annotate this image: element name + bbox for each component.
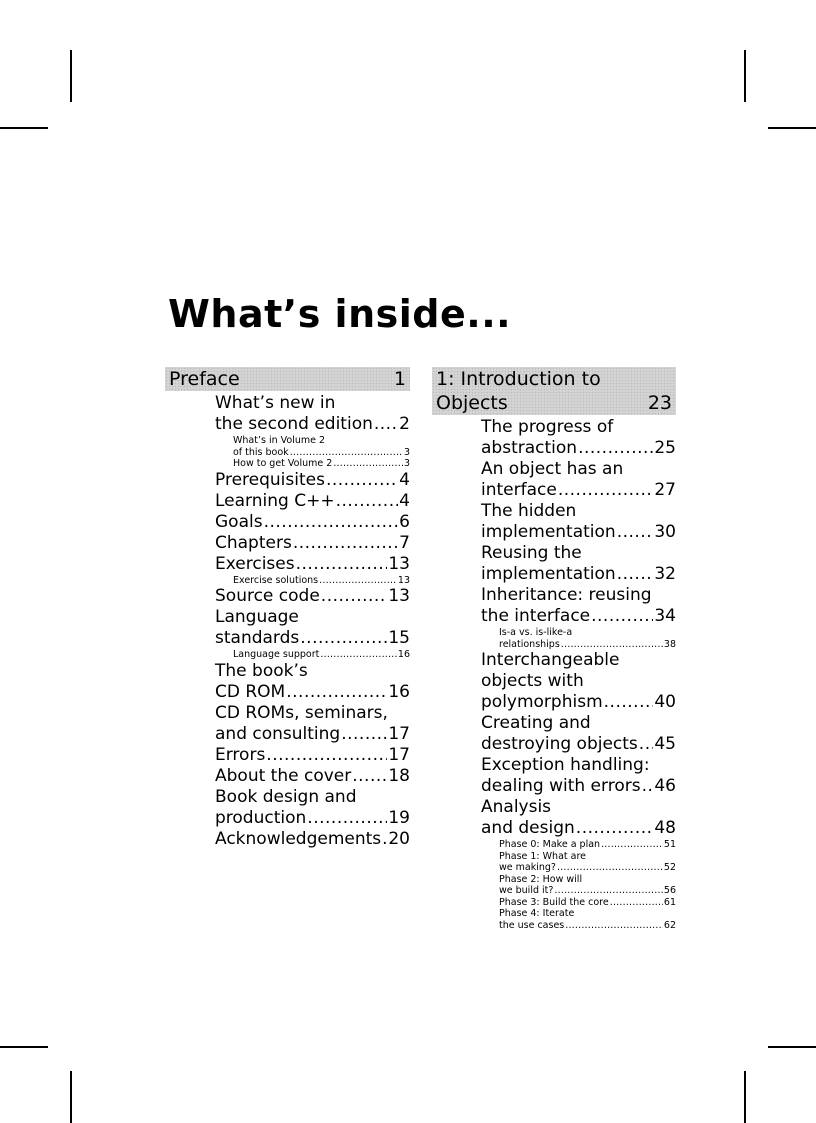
- entry-text-line: Exercise solutions: [233, 574, 319, 586]
- entry-leader-line: [481, 818, 676, 839]
- dot-leader: [604, 692, 654, 713]
- dot-leader: [578, 438, 653, 459]
- crop-mark: [768, 1046, 816, 1048]
- dot-leader: [264, 512, 399, 533]
- toc-entry[interactable]: [215, 787, 410, 829]
- entry-leader-line: [499, 639, 676, 651]
- entry-leader-line: [215, 745, 410, 766]
- dot-leader: [617, 522, 654, 543]
- entry-text-line: production: [215, 807, 307, 828]
- dot-leader: [601, 839, 663, 851]
- toc-subentry[interactable]: [233, 575, 410, 587]
- entry-text-line: Analysis: [481, 797, 552, 817]
- toc-subentry[interactable]: [499, 851, 676, 874]
- entry-leader-line: [215, 533, 410, 554]
- toc-entry[interactable]: [215, 607, 410, 649]
- entry-text-line: Phase 2: How will: [499, 873, 583, 885]
- dot-leader: [374, 414, 398, 435]
- entry-text-line: The book’s: [215, 660, 308, 681]
- toc-subentry[interactable]: [499, 874, 676, 897]
- toc-subentry[interactable]: [233, 435, 410, 458]
- dot-leader: [561, 639, 663, 651]
- entry-text-line: What’s new in: [215, 393, 336, 413]
- entry-text-line: The hidden: [481, 501, 577, 521]
- crop-mark: [744, 50, 746, 102]
- entry-text-line: The progress of: [481, 417, 614, 437]
- page-title: What’s inside...: [168, 292, 512, 336]
- toc-entry[interactable]: [215, 703, 410, 745]
- toc-entry[interactable]: [481, 713, 676, 755]
- entry-page: 56: [663, 885, 676, 896]
- entry-text-line: Acknowledgements: [215, 828, 382, 849]
- toc-entry[interactable]: [215, 512, 410, 533]
- toc-entries: [481, 417, 676, 931]
- entry-text-line: objects with: [481, 671, 584, 691]
- entry-page: 4: [399, 469, 410, 490]
- entry-leader-line: [233, 447, 410, 459]
- entry-text-line: Source code: [215, 586, 320, 606]
- entry-leader-line: [215, 682, 410, 703]
- entry-text-line: interface: [481, 480, 557, 500]
- toc-entry[interactable]: [215, 766, 410, 787]
- entry-text-line: An object has an: [481, 459, 624, 479]
- entry-text-line: dealing with errors: [481, 776, 641, 796]
- toc-entry[interactable]: [481, 585, 676, 627]
- entry-page: 3: [403, 458, 410, 469]
- entry-text-line: About the cover: [215, 765, 352, 786]
- entry-page: 46: [654, 776, 676, 796]
- entry-leader-line: [215, 470, 410, 491]
- toc-column-chapter1: [432, 367, 676, 931]
- entry-leader-line: [215, 808, 410, 829]
- dot-leader: [320, 649, 397, 661]
- dot-leader: [333, 458, 403, 470]
- entry-leader-line: [499, 885, 676, 897]
- entry-text-line: Prerequisites: [215, 469, 325, 490]
- entry-text-line: polymorphism: [481, 692, 603, 712]
- toc-entry[interactable]: [215, 554, 410, 575]
- entry-page: 38: [663, 638, 676, 650]
- entry-leader-line: [233, 575, 410, 587]
- entry-page: 45: [654, 734, 676, 754]
- dot-leader: [642, 776, 654, 797]
- toc-entry[interactable]: [215, 470, 410, 491]
- entry-page: 18: [388, 765, 410, 786]
- entry-page: 27: [654, 480, 676, 500]
- entry-page: 40: [654, 692, 676, 712]
- entry-leader-line: [481, 776, 676, 797]
- entry-text-line: we making?: [499, 862, 556, 873]
- entry-text-line: Exception handling:: [481, 755, 650, 775]
- entry-page: 32: [654, 564, 676, 584]
- dot-leader: [557, 862, 663, 874]
- entry-page: 4: [399, 490, 410, 511]
- section-header-preface[interactable]: [165, 367, 410, 391]
- entry-text-line: Book design and: [215, 786, 357, 807]
- entry-leader-line: [499, 920, 676, 932]
- entry-text-line: implementation: [481, 564, 616, 584]
- dot-leader: [558, 480, 654, 501]
- entry-leader-line: [233, 458, 410, 470]
- entry-page: 13: [388, 586, 410, 606]
- entry-leader-line: [481, 734, 676, 755]
- section-label: Preface: [169, 368, 240, 390]
- dot-leader: [382, 829, 387, 850]
- entry-text-line: Phase 1: What are: [499, 850, 586, 862]
- entry-leader-line: [481, 564, 676, 585]
- toc-entry[interactable]: [215, 491, 410, 512]
- crop-mark: [0, 127, 48, 129]
- toc-entries: [215, 393, 410, 850]
- dot-leader: [591, 606, 653, 627]
- entry-page: 62: [663, 919, 676, 931]
- toc-entry[interactable]: [481, 755, 676, 797]
- entry-text-line: implementation: [481, 522, 616, 542]
- entry-leader-line: [215, 724, 410, 745]
- entry-leader-line: [215, 628, 410, 649]
- entry-leader-line: [215, 414, 410, 435]
- entry-text-line: Creating and: [481, 713, 591, 733]
- toc-entry[interactable]: [481, 501, 676, 543]
- toc-entry[interactable]: [215, 393, 410, 435]
- crop-mark: [70, 50, 72, 102]
- entry-leader-line: [481, 606, 676, 627]
- entry-text-line: Language: [215, 607, 299, 627]
- entry-text-line: Is-a vs. is-like-a: [499, 627, 573, 638]
- crop-mark: [744, 1071, 746, 1123]
- entry-leader-line: [481, 480, 676, 501]
- entry-leader-line: [481, 692, 676, 713]
- entry-text-line: the interface: [481, 606, 591, 626]
- toc-subentry[interactable]: [233, 458, 410, 470]
- toc-entry[interactable]: [481, 543, 676, 585]
- dot-leader: [293, 533, 398, 554]
- entry-page: 13: [388, 553, 410, 574]
- entry-text-line: Goals: [215, 511, 263, 532]
- dot-leader: [352, 766, 387, 787]
- dot-leader: [321, 586, 388, 607]
- dot-leader: [307, 808, 387, 829]
- entry-text-line: abstraction: [481, 438, 578, 458]
- dot-leader: [554, 885, 662, 897]
- crop-mark: [70, 1071, 72, 1123]
- dot-leader: [639, 734, 654, 755]
- section-page: 1: [393, 368, 406, 390]
- entry-page: 15: [388, 628, 410, 648]
- toc-entry[interactable]: [215, 745, 410, 766]
- toc-subentry[interactable]: [233, 649, 410, 661]
- entry-text-line: relationships: [499, 638, 560, 650]
- dot-leader: [319, 575, 397, 587]
- dot-leader: [336, 491, 399, 512]
- entry-leader-line: [215, 491, 410, 512]
- entry-text-line: standards: [215, 628, 300, 648]
- entry-text-line: Interchangeable: [481, 650, 620, 670]
- entry-page: 51: [663, 839, 676, 850]
- dot-leader: [341, 724, 387, 745]
- dot-leader: [617, 564, 654, 585]
- entry-page: 17: [388, 744, 410, 765]
- entry-text-line: Inheritance: reusing: [481, 585, 652, 605]
- entry-page: 2: [399, 414, 410, 434]
- entry-leader-line: [215, 554, 410, 575]
- toc-subentry[interactable]: [499, 839, 676, 851]
- entry-text-line: CD ROM: [215, 681, 286, 702]
- entry-text-line: Language support: [233, 649, 320, 660]
- entry-text-line: What’s in Volume 2: [233, 435, 326, 446]
- section-page: 23: [647, 392, 672, 414]
- toc-entry[interactable]: [481, 797, 676, 839]
- entry-leader-line: [215, 766, 410, 787]
- entry-text-line: and design: [481, 818, 575, 838]
- toc-entry[interactable]: [215, 533, 410, 554]
- section-label-line: Objects: [436, 392, 508, 414]
- entry-leader-line: [499, 897, 676, 909]
- dot-leader: [286, 682, 387, 703]
- toc-entry[interactable]: [215, 586, 410, 607]
- entry-leader-line: [215, 586, 410, 607]
- entry-text-line: Learning C++: [215, 490, 335, 511]
- entry-page: 16: [397, 649, 410, 660]
- crop-mark: [768, 127, 816, 129]
- entry-text-line: Reusing the: [481, 543, 582, 563]
- entry-page: 34: [654, 606, 676, 626]
- entry-leader-line: [481, 438, 676, 459]
- toc-subentry[interactable]: [499, 627, 676, 650]
- entry-page: 17: [388, 723, 410, 744]
- entry-page: 19: [388, 807, 410, 828]
- entry-text-line: destroying objects: [481, 734, 638, 754]
- dot-leader: [290, 447, 403, 459]
- toc-entry[interactable]: [215, 661, 410, 703]
- entry-page: 7: [399, 532, 410, 553]
- entry-text-line: we build it?: [499, 885, 554, 896]
- entry-page: 6: [399, 511, 410, 532]
- dot-leader: [565, 920, 663, 932]
- entry-text-line: Exercises: [215, 553, 295, 574]
- toc-entry[interactable]: [481, 417, 676, 459]
- entry-leader-line: [499, 862, 676, 874]
- entry-text-line: Phase 0: Make a plan: [499, 839, 601, 850]
- section-label-line: 1: Introduction to: [436, 368, 601, 390]
- dot-leader: [610, 897, 663, 909]
- entry-text-line: Errors: [215, 744, 266, 765]
- toc-entry[interactable]: [215, 829, 410, 850]
- entry-page: 25: [654, 438, 676, 458]
- dot-leader: [576, 818, 654, 839]
- toc-column-preface: [165, 367, 410, 850]
- entry-text-line: Chapters: [215, 532, 292, 553]
- entry-leader-line: [215, 512, 410, 533]
- entry-text-line: How to get Volume 2: [233, 458, 333, 469]
- entry-leader-line: [215, 829, 410, 850]
- entry-text-line: CD ROMs, seminars,: [215, 702, 388, 723]
- entry-page: 52: [663, 862, 676, 873]
- entry-text-line: the second edition: [215, 414, 373, 434]
- entry-page: 61: [663, 896, 676, 908]
- entry-leader-line: [481, 522, 676, 543]
- dot-leader: [296, 554, 388, 575]
- entry-text-line: and consulting: [215, 723, 341, 744]
- entry-leader-line: [233, 649, 410, 661]
- entry-page: 13: [397, 574, 410, 586]
- dot-leader: [326, 470, 398, 491]
- toc-entry[interactable]: [481, 459, 676, 501]
- entry-text-line: Phase 4: Iterate: [499, 908, 575, 919]
- toc-subentry[interactable]: [499, 897, 676, 909]
- entry-page: 3: [403, 446, 410, 458]
- entry-page: 30: [654, 522, 676, 542]
- entry-text-line: the use cases: [499, 919, 565, 931]
- toc-subentry[interactable]: [499, 908, 676, 931]
- entry-page: 20: [388, 828, 410, 849]
- section-header-chapter1[interactable]: [432, 367, 676, 415]
- dot-leader: [300, 628, 387, 649]
- crop-mark: [0, 1046, 48, 1048]
- entry-page: 48: [654, 818, 676, 838]
- entry-page: 16: [388, 681, 410, 702]
- entry-text-line: Phase 3: Build the core: [499, 896, 609, 908]
- entry-text-line: of this book: [233, 446, 289, 458]
- dot-leader: [266, 745, 387, 766]
- toc-entry[interactable]: [481, 650, 676, 713]
- entry-leader-line: [499, 839, 676, 851]
